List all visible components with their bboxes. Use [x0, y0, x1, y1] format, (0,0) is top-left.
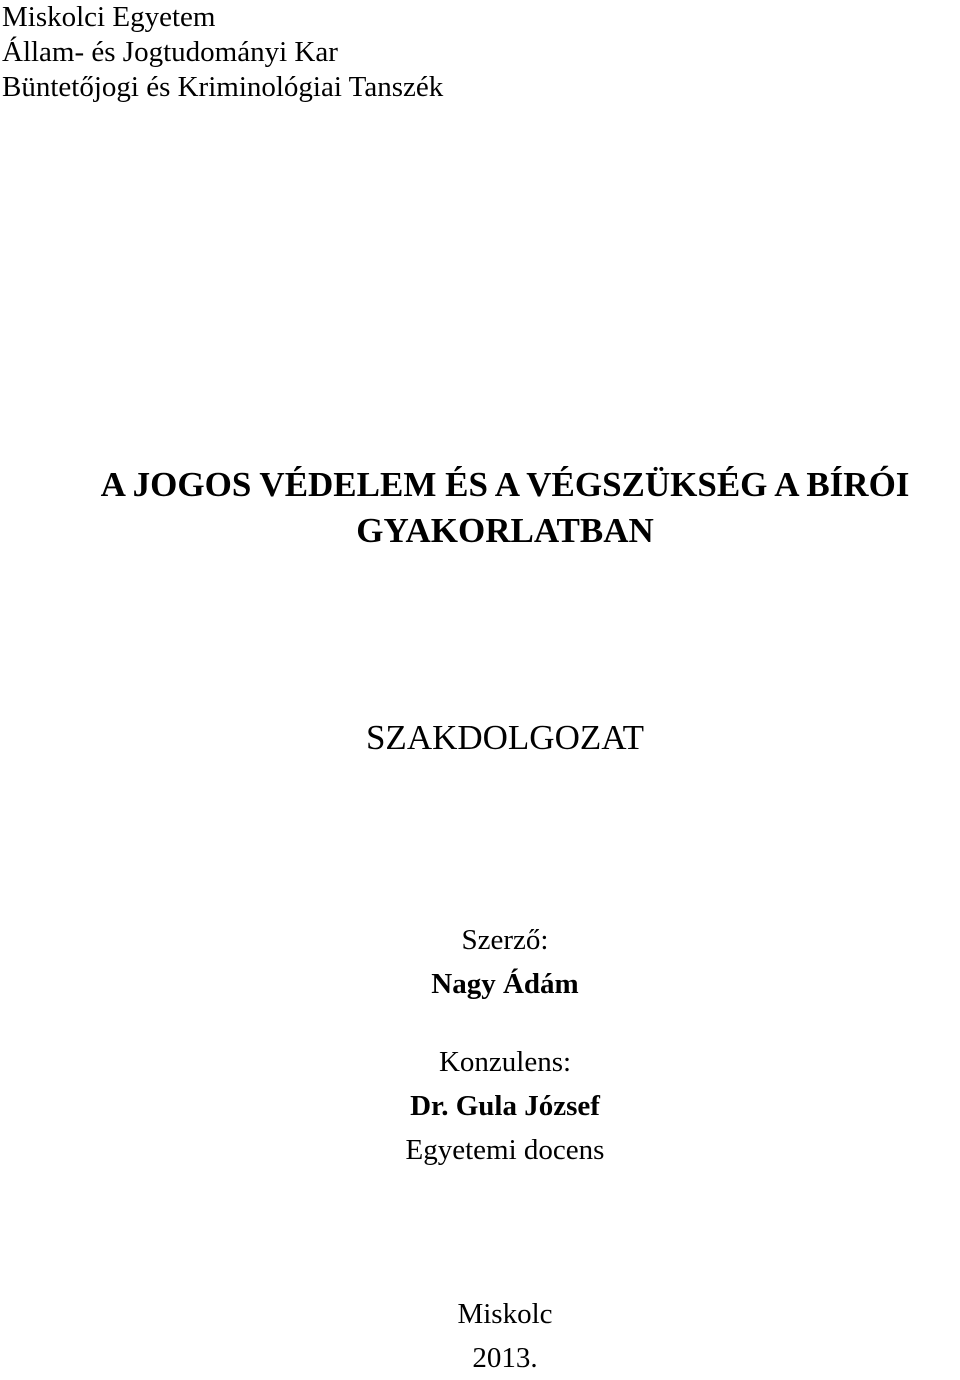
author-block [0, 918, 960, 1006]
faculty-name: Állam- és Jogtudományi Kar [2, 36, 338, 68]
department-name: Büntetőjogi és Kriminológiai Tanszék [2, 71, 444, 103]
consultant-block [0, 1040, 960, 1172]
document-type: SZAKDOLGOZAT [365, 718, 645, 757]
place-city: Miskolc [457, 1298, 553, 1330]
institution-header [2, 0, 443, 105]
thesis-title-line-2: GYAKORLATBAN [356, 511, 654, 550]
thesis-title-line-1: A JOGOS VÉDELEM ÉS A VÉGSZÜKSÉG A BÍRÓI [100, 465, 910, 504]
university-name: Miskolci Egyetem [2, 1, 216, 33]
author-label: Szerző: [461, 924, 549, 956]
consultant-position: Egyetemi docens [405, 1134, 605, 1166]
author-name: Nagy Ádám [431, 968, 579, 1000]
thesis-title [0, 462, 960, 554]
place-year: 2013. [472, 1342, 538, 1374]
consultant-label: Konzulens: [438, 1046, 572, 1078]
consultant-name: Dr. Gula József [410, 1090, 600, 1122]
